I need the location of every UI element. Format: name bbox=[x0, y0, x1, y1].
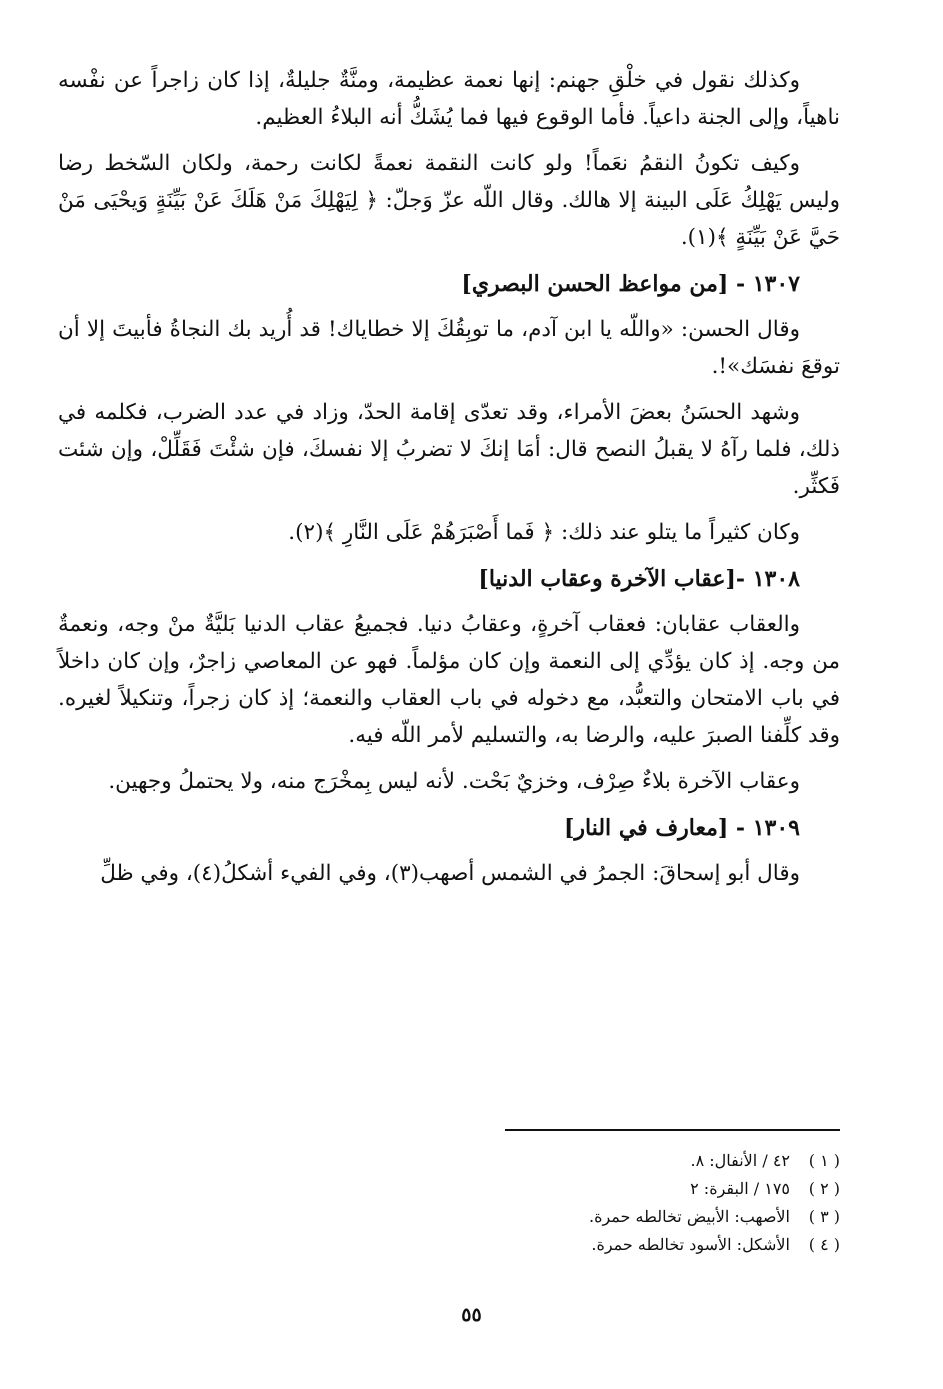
footnote-text: ١٧٥ / البقرة: ٢ bbox=[690, 1179, 790, 1198]
page-body bbox=[58, 62, 840, 901]
footnote-item bbox=[140, 1232, 840, 1258]
footnote-number: ( ٤ ) bbox=[808, 1235, 840, 1254]
section-heading: ١٣٠٧ - [من مواعظ الحسن البصري] bbox=[461, 271, 800, 297]
footnote-number: ( ٣ ) bbox=[808, 1207, 840, 1226]
footnote-text: ٤٢ / الأنفال: ٨. bbox=[690, 1151, 790, 1170]
paragraph: وشهد الحسَنُ بعضَ الأمراء، وقد تعدّى إقامة الحدّ، وزاد في عدد الضرب، فكلمه في ذلك، فلما رآهُ لا يقبلُ النصح قال: أمَا إنكَ لا تضربُ إلا نفسكَ، فإن شئْتَ فَقَلِّلْ، وإن شئت فَكثِّر. bbox=[58, 400, 840, 499]
footnote-divider bbox=[505, 1129, 840, 1131]
footnote-text: الأصهب: الأبيض تخالطه حمرة. bbox=[588, 1207, 790, 1226]
paragraph: والعقاب عقابان: فعقاب آخرةٍ، وعقابُ دنيا. فجميعُ عقاب الدنيا بَليَّةٌ منْ وجه، ونعمةٌ من وجه. إذ كان يؤدِّي إلى النعمة وإن كان مؤلماً. فهو عن المعاصي زاجرٌ، وإن كان داخلاً في باب الامتحان والتعبُّد، مع دخوله في باب العقاب والنعمة؛ إذ كان زجراً، وتنكيلاً لغيره. وقد كلِّفنا الصبرَ عليه، والرضا به، والتسليم لأمر اللّه فيه. bbox=[58, 612, 840, 748]
footnote-text: الأشكل: الأسود تخالطه حمرة. bbox=[591, 1235, 790, 1254]
footnote-item bbox=[140, 1204, 840, 1230]
paragraph: وكان كثيراً ما يتلو عند ذلك: ﴿ فَما أَصْبَرَهُمْ عَلَى النَّارِ ﴾(٢). bbox=[288, 520, 800, 545]
section-heading: ١٣٠٩ - [معارف في النار] bbox=[563, 815, 800, 841]
footnote-item bbox=[140, 1176, 840, 1202]
footnotes bbox=[140, 1148, 840, 1260]
footnote-item bbox=[140, 1148, 840, 1174]
paragraph: وعقاب الآخرة بلاءٌ صِرْف، وخزيٌ بَحْت. لأنه ليس بِمخْرَج منه، ولا يحتملُ وجهين. bbox=[108, 769, 800, 794]
paragraph: وكذلك نقول في خلْقِ جهنم: إنها نعمة عظيمة، ومنَّةٌ جليلةٌ، إذا كان زاجراً عن نفْسه ناهياً، وإلى الجنة داعياً. فأما الوقوع فيها فما يُشَكُّ أنه البلاءُ العظيم. bbox=[58, 68, 840, 130]
paragraph: وقال الحسن: «واللّه يا ابن آدم، ما توبِقُكَ إلا خطاياك! قد أُريد بك النجاةُ فأبيتَ إلا أن توقعَ نفسَك»!. bbox=[58, 317, 840, 379]
footnote-number: ( ١ ) bbox=[808, 1151, 840, 1170]
footnote-number: ( ٢ ) bbox=[808, 1179, 840, 1198]
page-number: ٥٥ bbox=[461, 1304, 482, 1326]
section-heading: ١٣٠٨ -[عقاب الآخرة وعقاب الدنيا] bbox=[478, 566, 800, 592]
paragraph: وقال أبو إسحاقَ: الجمرُ في الشمس أصهب(٣)، وفي الفيء أشكلُ(٤)، وفي ظلِّ bbox=[100, 861, 800, 886]
paragraph: وكيف تكونُ النقمُ نعَماً! ولو كانت النقمة نعمةً لكانت رحمة، ولكان السّخط رضا وليس يَهْلِكُ عَلَى البينة إلا هالك. وقال اللّه عزّ وَجلّ: ﴿ لِيَهْلِكَ مَنْ هَلَكَ عَنْ بَيِّنَةٍ وَيحْيَى مَنْ حَيَّ عَنْ بَيِّنَةٍ ﴾(١). bbox=[58, 151, 840, 250]
